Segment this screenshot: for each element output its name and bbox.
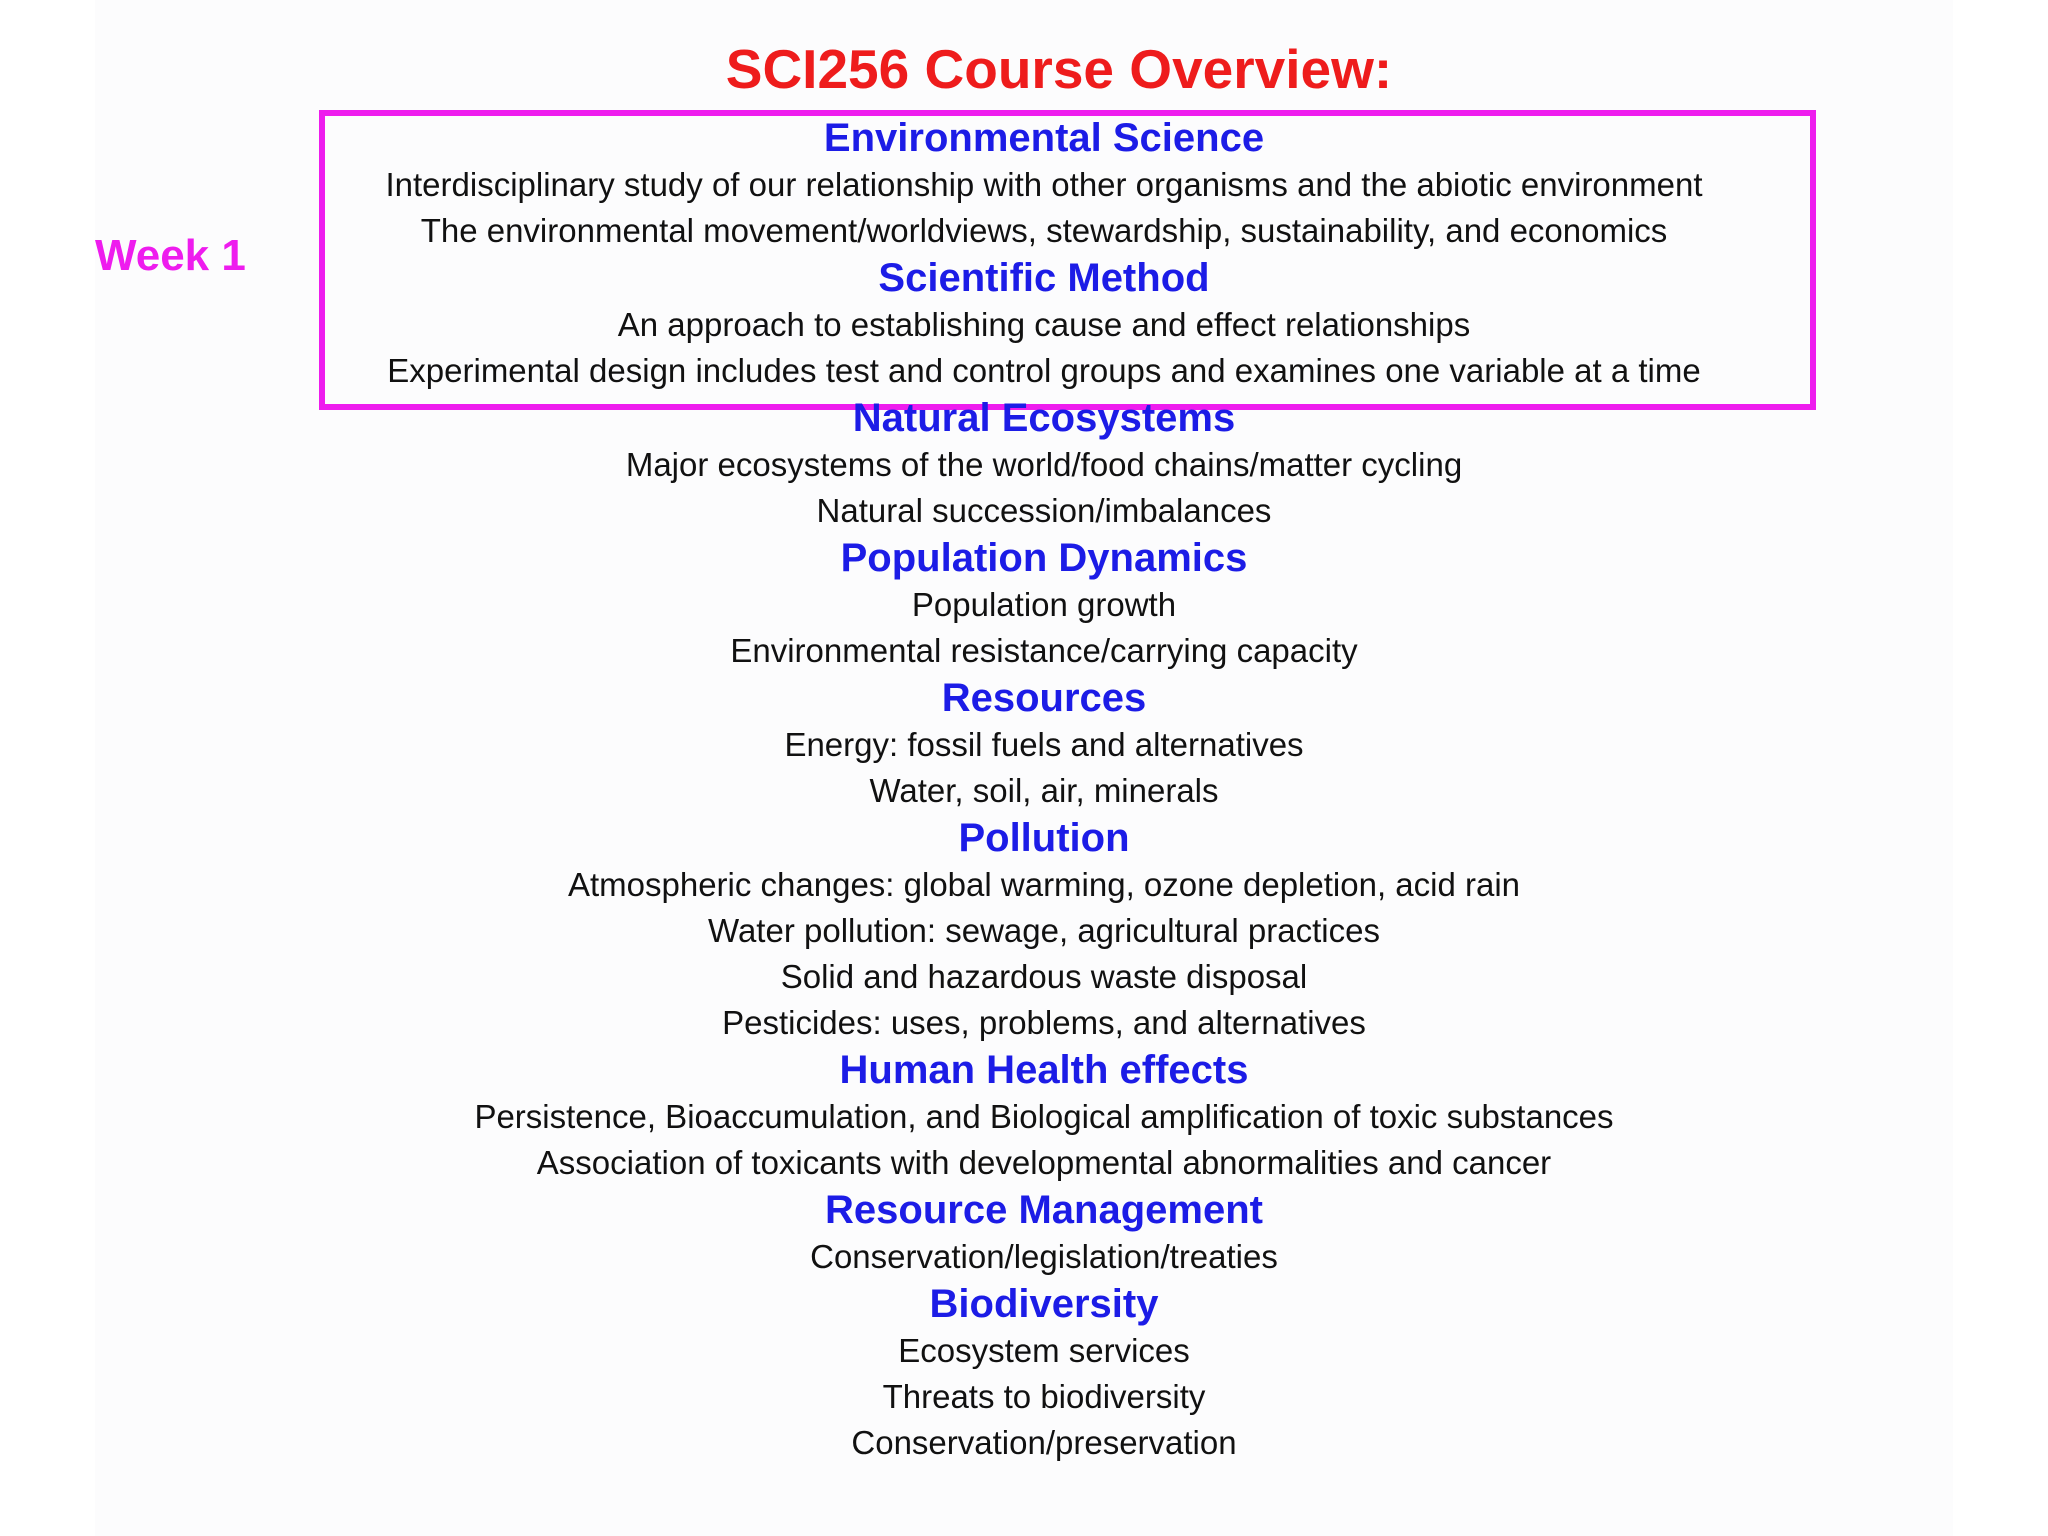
topic-detail: Conservation/preservation: [851, 1424, 1237, 1461]
topic-detail: Conservation/legislation/treaties: [810, 1238, 1278, 1275]
topic-heading: Resource Management: [825, 1188, 1263, 1232]
topic-detail: Persistence, Bioaccumulation, and Biological amplification of toxic substances: [474, 1098, 1614, 1135]
topic-detail: Interdisciplinary study of our relationship with other organisms and the abiotic environment: [385, 166, 1703, 203]
page-title: SCI256 Course Overview:: [725, 38, 1393, 100]
topic-detail: Atmospheric changes: global warming, ozone depletion, acid rain: [567, 866, 1521, 903]
topic-section: [0, 1046, 2048, 1186]
topic-detail: The environmental movement/worldviews, stewardship, sustainability, and economics: [420, 212, 1668, 249]
topic-heading: Natural Ecosystems: [852, 396, 1236, 440]
topic-detail: An approach to establishing cause and effect relationships: [617, 306, 1471, 343]
topic-detail: Major ecosystems of the world/food chains/matter cycling: [625, 446, 1463, 483]
topic-section: [0, 114, 2048, 254]
topic-section: [0, 534, 2048, 674]
topic-list: [0, 114, 2048, 1466]
topic-detail: Ecosystem services: [898, 1332, 1190, 1369]
topic-heading: Environmental Science: [823, 116, 1265, 160]
topic-section: [0, 674, 2048, 814]
topic-section: [0, 254, 2048, 394]
topic-detail: Association of toxicants with developmental abnormalities and cancer: [536, 1144, 1552, 1181]
topic-section: [0, 1186, 2048, 1280]
topic-heading: Population Dynamics: [840, 536, 1248, 580]
topic-detail: Population growth: [911, 586, 1177, 623]
topic-heading: Biodiversity: [929, 1282, 1159, 1326]
topic-detail: Pesticides: uses, problems, and alternatives: [722, 1004, 1366, 1041]
topic-detail: Energy: fossil fuels and alternatives: [784, 726, 1304, 763]
topic-heading: Resources: [941, 676, 1147, 720]
topic-detail: Water pollution: sewage, agricultural practices: [708, 912, 1380, 949]
topic-section: [0, 814, 2048, 1046]
topic-detail: Solid and hazardous waste disposal: [780, 958, 1308, 995]
topic-detail: Environmental resistance/carrying capacity: [730, 632, 1358, 669]
topic-section: [0, 1280, 2048, 1466]
week-label: Week 1: [95, 231, 246, 280]
topic-detail: Threats to biodiversity: [882, 1378, 1206, 1415]
topic-heading: Human Health effects: [839, 1048, 1249, 1092]
topic-heading: Scientific Method: [878, 256, 1210, 300]
topic-detail: Experimental design includes test and control groups and examines one variable at a time: [387, 352, 1701, 389]
topic-section: [0, 394, 2048, 534]
topic-detail: Natural succession/imbalances: [816, 492, 1272, 529]
topic-heading: Pollution: [958, 816, 1130, 860]
topic-detail: Water, soil, air, minerals: [869, 772, 1219, 809]
